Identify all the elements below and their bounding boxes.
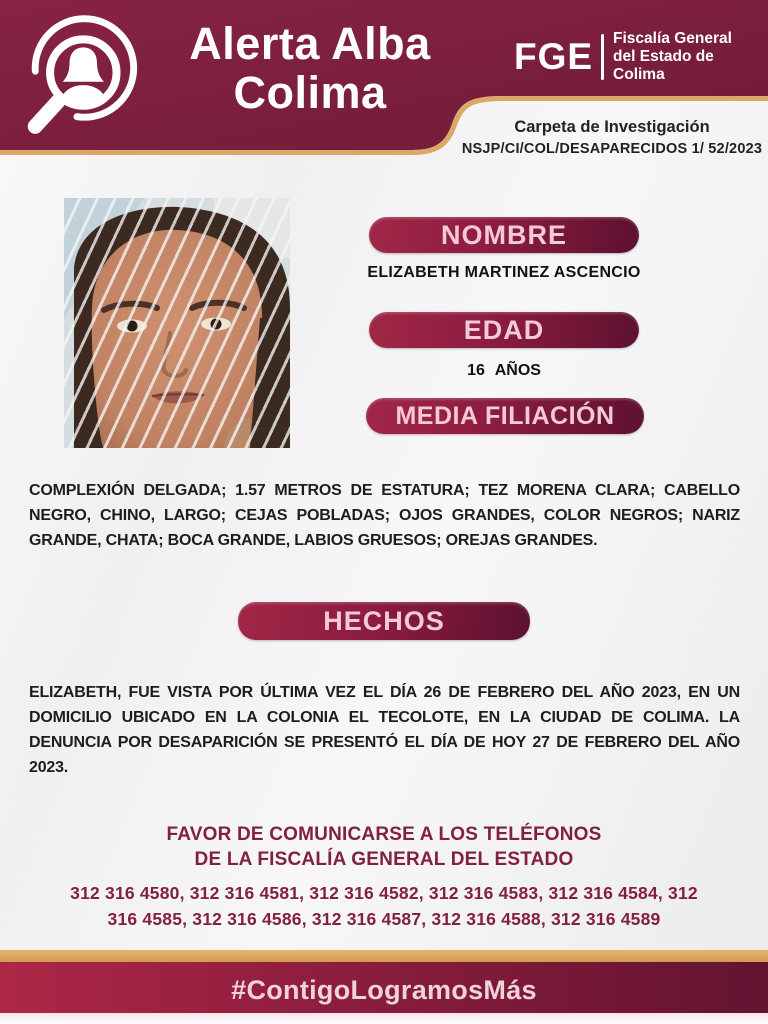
fge-logo-divider <box>601 34 604 80</box>
alert-title <box>150 20 470 117</box>
contact-heading-line2: DE LA FISCALÍA GENERAL DEL ESTADO <box>194 849 574 870</box>
hechos-text: ELIZABETH, FUE VISTA POR ÚLTIMA VEZ EL DÍA 26 DE FEBRERO DEL AÑO 2023, EN UN DOMICILIO UBICADO EN LA COLONIA EL TECOLOTE, EN LA CIUDAD DE COLIMA. LA DENUNCIA POR DESAPARICIÓN SE PRESENTÓ EL DÍA DE HOY 27 DE FEBRERO DEL AÑO 2023. <box>29 684 740 776</box>
media-filiacion-label-pill: MEDIA FILIACIÓN <box>366 398 644 434</box>
contact-heading-line1: FAVOR DE COMUNICARSE A LOS TELÉFONOS <box>166 824 602 845</box>
contact-heading <box>34 822 734 872</box>
fge-name <box>613 30 768 83</box>
missing-person-photo <box>64 198 290 448</box>
gold-divider-strip <box>0 950 768 962</box>
footer-band <box>0 962 768 1013</box>
phone-numbers: 312 316 4580, 312 316 4581, 312 316 4582, 312 316 4583, 312 316 4584, 312 316 4585, 312 316 4586, 312 316 4587, 312 316 4588, 312 316 4589 <box>70 883 698 929</box>
fge-logo <box>514 30 768 83</box>
hechos-label-pill: HECHOS <box>238 602 530 640</box>
age-label-pill: EDAD <box>369 312 639 348</box>
photo-scan-stripes <box>64 198 290 448</box>
case-file-box <box>456 106 768 168</box>
media-filiacion-text: COMPLEXIÓN DELGADA; 1.57 METROS DE ESTATURA; TEZ MORENA CLARA; CABELLO NEGRO, CHINO, LARGO; CEJAS POBLADAS; OJOS GRANDES, COLOR NEGROS; NARIZ GRANDE, CHATA; BOCA GRANDE, LABIOS GRUESOS; OREJAS GRANDES. <box>29 482 740 549</box>
name-label-pill: NOMBRE <box>369 217 639 253</box>
person-name: ELIZABETH MARTINEZ ASCENCIO <box>367 264 641 281</box>
footer-baseline-strip <box>0 1013 768 1024</box>
magnifying-glass-person-icon <box>18 10 144 142</box>
person-age: 16 AÑOS <box>467 362 541 379</box>
alert-title-line1: Alerta Alba <box>189 18 431 69</box>
footer-hashtag: #ContigoLogramosMás <box>231 975 537 1005</box>
fge-name-line2: del Estado de Colima <box>613 47 714 83</box>
header-banner <box>0 0 768 170</box>
case-file-label: Carpeta de Investigación <box>514 117 710 136</box>
fge-name-line1: Fiscalía General <box>613 30 732 47</box>
alert-title-line2: Colima <box>233 66 387 118</box>
fge-acronym: FGE <box>514 35 594 77</box>
case-file-number: NSJP/CI/COL/DESAPARECIDOS 1/ 52/2023 <box>461 140 763 157</box>
